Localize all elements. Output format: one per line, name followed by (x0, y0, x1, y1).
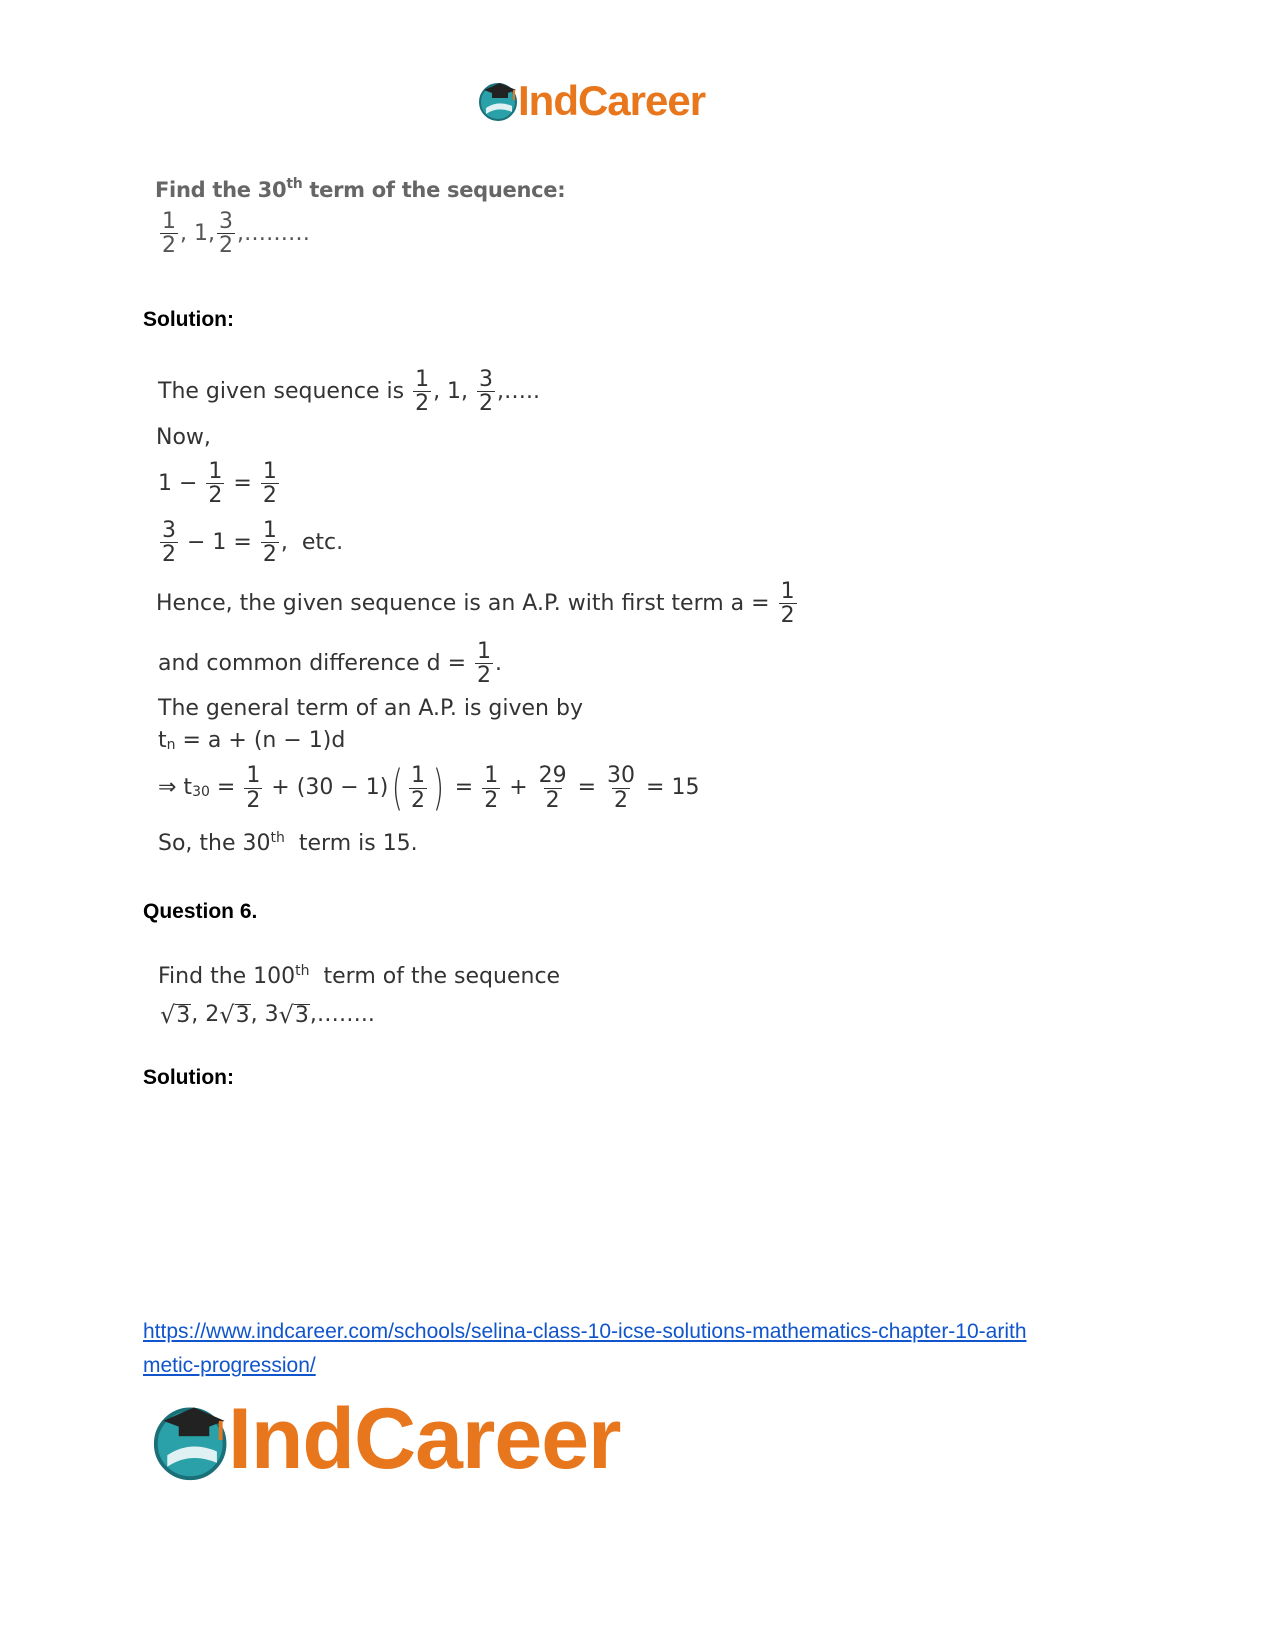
sol1-line8: t $_n$ = a + (n − 1)d (158, 728, 346, 753)
header-logo (478, 76, 738, 126)
question-6-heading: Question 6. (143, 900, 258, 923)
source-url-line-2[interactable]: metic-progression/ (143, 1354, 316, 1377)
sol1-line4: $\frac{3}{2}$ − 1 = $\frac{1}{2}$ , etc. (162, 518, 344, 568)
sol1-line1: The given sequence is $\frac{1}{2}$ , 1, $\frac{3}{2}$ ,….. (158, 367, 541, 417)
solution-heading-2: Solution: (143, 1066, 234, 1089)
sol1-line10: So, the 30 $^{th}$ term is 15. (158, 830, 418, 856)
sol1-line2: Now, (156, 425, 211, 450)
footer-logo (152, 1391, 672, 1487)
sol1-line9: ⇒ t $_{30}$ = $\frac{1}{2}$ + (30 − 1) ( $\frac{1}{2}$ ) = $\frac{1}{2}$ + $\frac{29}{2}$ = $\frac{30}{2}$ = 15 (158, 760, 700, 816)
q1-title: Find the 30 $^{th}$ term of the sequence: (155, 176, 566, 202)
q6-title: Find the 100 $^{th}$ term of the sequence (158, 963, 561, 989)
header-logo-text: IndCareer (518, 77, 706, 124)
sol1-line3: 1 − $\frac{1}{2}$ = $\frac{1}{2}$ (158, 459, 277, 509)
source-url-link[interactable] (143, 1315, 1103, 1383)
q6-sequence: √ 3 , 2 √ 3 , 3 √ 3 ,…….. (160, 1001, 375, 1029)
source-url-line-1[interactable]: https://www.indcareer.com/schools/selina-class-10-icse-solutions-mathematics-chapter-10-arith (143, 1320, 1027, 1343)
footer-logo-text: IndCareer (228, 1391, 621, 1487)
solution-heading-1: Solution: (143, 308, 234, 331)
sol1-line5: Hence, the given sequence is an A.P. with first term a = $\frac{1}{2}$ (156, 579, 795, 629)
sol1-line6: and common difference d = $\frac{1}{2}$ . (158, 639, 503, 689)
globe-graduation-cap-logo-icon (152, 1398, 236, 1482)
globe-graduation-cap-logo-icon (478, 78, 522, 122)
q1-sequence: $\frac{1}{2}$ , 1, $\frac{3}{2}$ ,……… (162, 209, 310, 259)
sol1-line7: The general term of an A.P. is given by (158, 696, 583, 721)
